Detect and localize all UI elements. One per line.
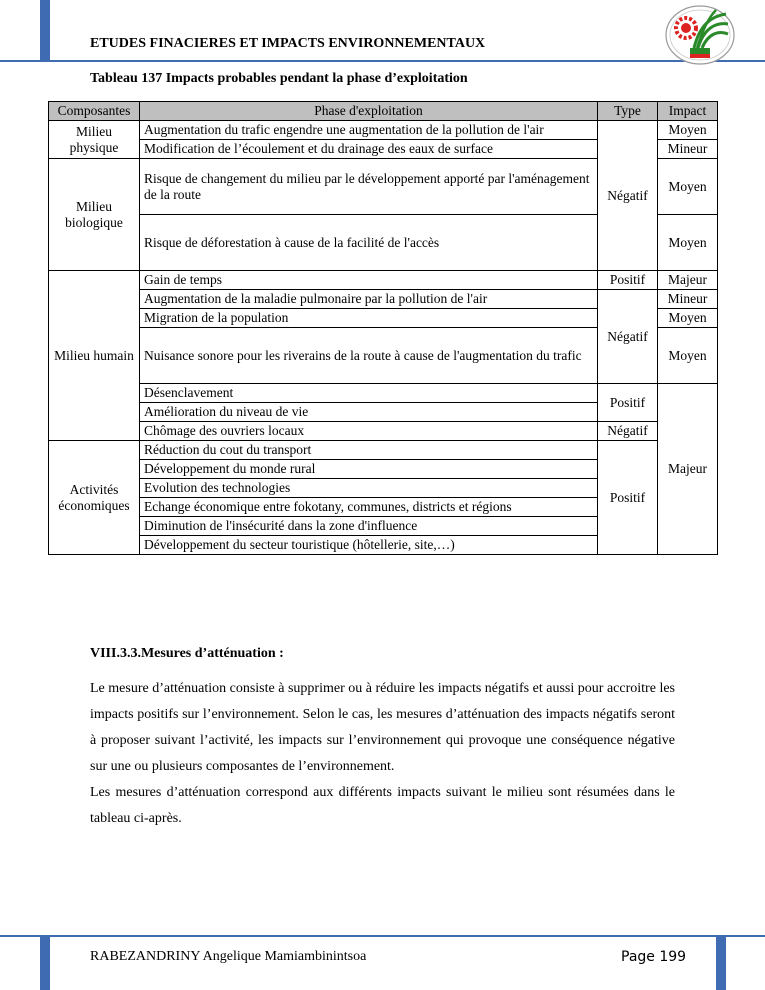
phase-cell: Augmentation du trafic engendre une augmentation de la pollution de l'air	[140, 121, 598, 140]
impact-cell: Moyen	[658, 121, 718, 140]
header-composantes: Composantes	[49, 102, 140, 121]
footer-author: RABEZANDRINY Angelique Mamiambinintsoa	[90, 949, 367, 964]
impact-cell: Majeur	[658, 384, 718, 555]
table-row	[49, 422, 718, 441]
phase-cell: Réduction du cout du transport	[140, 441, 598, 460]
type-cell: Négatif	[598, 121, 658, 271]
phase-cell: Nuisance sonore pour les riverains de la route à cause de l'augmentation du trafic	[140, 328, 598, 384]
phase-cell: Développement du monde rural	[140, 460, 598, 479]
table-caption: Tableau 137 Impacts probables pendant la phase d’exploitation	[90, 71, 468, 86]
phase-cell: Gain de temps	[140, 271, 598, 290]
phase-cell: Diminution de l'insécurité dans la zone d'influence	[140, 517, 598, 536]
running-header-title: ETUDES FINACIERES ET IMPACTS ENVIRONNEMENTAUX	[90, 36, 486, 51]
university-seal-icon	[664, 4, 736, 66]
table-row	[49, 271, 718, 290]
footer-rule	[0, 935, 765, 937]
phase-cell: Augmentation de la maladie pulmonaire par la pollution de l'air	[140, 290, 598, 309]
phase-cell: Risque de déforestation à cause de la facilité de l'accès	[140, 215, 598, 271]
phase-cell: Désenclavement	[140, 384, 598, 403]
impacts-table	[48, 101, 718, 555]
header-impact: Impact	[658, 102, 718, 121]
component-activites-economiques: Activités économiques	[49, 441, 140, 555]
component-milieu-physique: Milieu physique	[49, 121, 140, 159]
type-cell: Négatif	[598, 422, 658, 441]
phase-cell: Modification de l’écoulement et du drainage des eaux de surface	[140, 140, 598, 159]
phase-cell: Risque de changement du milieu par le développement apporté par l'aménagement de la route	[140, 159, 598, 215]
component-milieu-humain: Milieu humain	[49, 271, 140, 441]
body-paragraph: Le mesure d’atténuation consiste à supprimer ou à réduire les impacts négatifs et aussi pour accroitre les impacts positifs sur l’environnement. Selon le cas, les mesures d’atténuation des impacts négatifs seront à proposer suivant l’activité, les impacts sur l’environnement qui provoque une conséquence négative sur une ou plusieurs composantes de l’environnement.	[90, 681, 675, 774]
type-cell: Positif	[598, 271, 658, 290]
table-row	[49, 384, 718, 403]
page-number: Page 199	[621, 949, 687, 965]
phase-cell: Développement du secteur touristique (hôtellerie, site,…)	[140, 536, 598, 555]
table-header-row	[49, 102, 718, 121]
table-row	[49, 121, 718, 140]
impact-cell: Moyen	[658, 328, 718, 384]
type-cell: Positif	[598, 441, 658, 555]
phase-cell: Chômage des ouvriers locaux	[140, 422, 598, 441]
impact-cell: Majeur	[658, 271, 718, 290]
impact-cell: Mineur	[658, 140, 718, 159]
footer-accent-bar-left	[40, 937, 50, 990]
phase-cell: Amélioration du niveau de vie	[140, 403, 598, 422]
impact-cell: Mineur	[658, 290, 718, 309]
phase-cell: Migration de la population	[140, 309, 598, 328]
phase-cell: Evolution des technologies	[140, 479, 598, 498]
header-phase: Phase d'exploitation	[140, 102, 598, 121]
section-heading: VIII.3.3.Mesures d’atténuation :	[90, 646, 284, 661]
table-row	[49, 441, 718, 460]
header-rule	[0, 60, 765, 62]
impact-cell: Moyen	[658, 309, 718, 328]
type-cell: Négatif	[598, 290, 658, 384]
impact-cell: Moyen	[658, 159, 718, 215]
impact-cell: Moyen	[658, 215, 718, 271]
table-row	[49, 290, 718, 309]
component-milieu-biologique: Milieu biologique	[49, 159, 140, 271]
phase-cell: Echange économique entre fokotany, communes, districts et régions	[140, 498, 598, 517]
type-cell: Positif	[598, 384, 658, 422]
header-type: Type	[598, 102, 658, 121]
body-paragraph: Les mesures d’atténuation correspond aux différents impacts suivant le milieu sont résumées dans le tableau ci-après.	[90, 785, 675, 826]
header-accent-bar	[40, 0, 50, 60]
footer-accent-bar-right	[716, 937, 726, 990]
